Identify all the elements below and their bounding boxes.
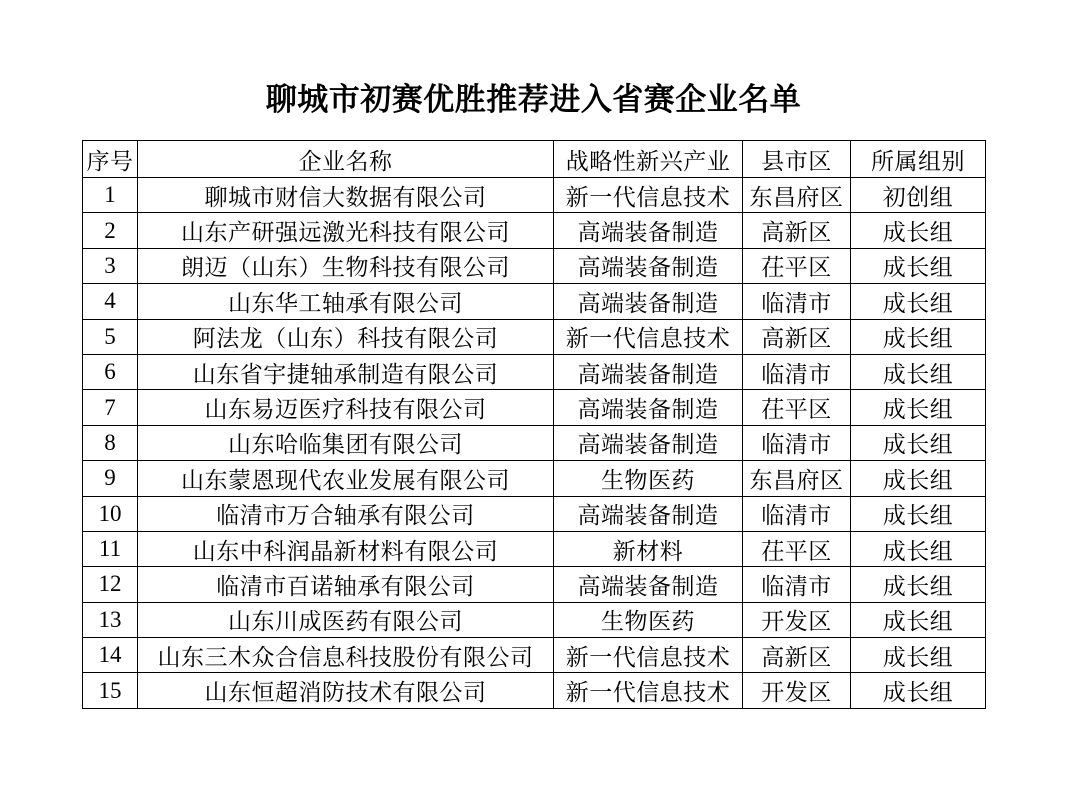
cell-group: 成长组 [851, 425, 986, 460]
cell-no: 10 [83, 496, 138, 531]
table-row [83, 638, 986, 673]
cell-company: 山东川成医药有限公司 [138, 602, 554, 637]
column-header-district: 县市区 [743, 141, 851, 178]
cell-company: 山东恒超消防技术有限公司 [138, 673, 554, 708]
cell-district: 临清市 [743, 496, 851, 531]
cell-district: 开发区 [743, 602, 851, 637]
cell-no: 2 [83, 213, 138, 248]
cell-no: 1 [83, 178, 138, 213]
cell-group: 成长组 [851, 531, 986, 566]
cell-industry: 高端装备制造 [554, 567, 743, 602]
table-row [83, 213, 986, 248]
cell-group: 成长组 [851, 213, 986, 248]
table-row [83, 602, 986, 637]
table-body [83, 178, 986, 709]
cell-district: 茌平区 [743, 531, 851, 566]
page-title: 聊城市初赛优胜推荐进入省赛企业名单 [265, 82, 802, 117]
cell-district: 高新区 [743, 638, 851, 673]
cell-company: 朗迈（山东）生物科技有限公司 [138, 248, 554, 283]
cell-district: 高新区 [743, 319, 851, 354]
table-row [83, 531, 986, 566]
cell-industry: 高端装备制造 [554, 248, 743, 283]
table-row [83, 425, 986, 460]
cell-industry: 生物医药 [554, 461, 743, 496]
cell-group: 成长组 [851, 248, 986, 283]
cell-group: 成长组 [851, 461, 986, 496]
cell-company: 山东省宇捷轴承制造有限公司 [138, 354, 554, 389]
cell-industry: 高端装备制造 [554, 213, 743, 248]
cell-company: 山东哈临集团有限公司 [138, 425, 554, 460]
cell-group: 成长组 [851, 284, 986, 319]
cell-no: 9 [83, 461, 138, 496]
cell-company: 聊城市财信大数据有限公司 [138, 178, 554, 213]
cell-district: 茌平区 [743, 390, 851, 425]
table-row [83, 461, 986, 496]
table-row [83, 178, 986, 213]
table-row [83, 284, 986, 319]
cell-no: 11 [83, 531, 138, 566]
cell-no: 13 [83, 602, 138, 637]
cell-industry: 生物医药 [554, 602, 743, 637]
cell-company: 山东三木众合信息科技股份有限公司 [138, 638, 554, 673]
cell-group: 成长组 [851, 354, 986, 389]
company-table [82, 140, 986, 709]
cell-district: 临清市 [743, 354, 851, 389]
cell-industry: 高端装备制造 [554, 284, 743, 319]
cell-no: 15 [83, 673, 138, 708]
table-row [83, 673, 986, 708]
cell-no: 14 [83, 638, 138, 673]
cell-no: 8 [83, 425, 138, 460]
cell-district: 东昌府区 [743, 461, 851, 496]
cell-no: 4 [83, 284, 138, 319]
cell-company: 临清市万合轴承有限公司 [138, 496, 554, 531]
cell-industry: 新一代信息技术 [554, 319, 743, 354]
cell-no: 5 [83, 319, 138, 354]
column-header-industry: 战略性新兴产业 [554, 141, 743, 178]
cell-no: 6 [83, 354, 138, 389]
cell-no: 12 [83, 567, 138, 602]
cell-district: 开发区 [743, 673, 851, 708]
cell-industry: 新一代信息技术 [554, 638, 743, 673]
cell-group: 初创组 [851, 178, 986, 213]
table-row [83, 354, 986, 389]
cell-industry: 新一代信息技术 [554, 178, 743, 213]
cell-company: 山东中科润晶新材料有限公司 [138, 531, 554, 566]
column-header-group: 所属组别 [851, 141, 986, 178]
cell-district: 茌平区 [743, 248, 851, 283]
cell-industry: 高端装备制造 [554, 496, 743, 531]
table-header [83, 141, 986, 178]
cell-industry: 高端装备制造 [554, 425, 743, 460]
cell-group: 成长组 [851, 673, 986, 708]
cell-company: 阿法龙（山东）科技有限公司 [138, 319, 554, 354]
cell-group: 成长组 [851, 319, 986, 354]
cell-no: 7 [83, 390, 138, 425]
cell-group: 成长组 [851, 638, 986, 673]
table-row [83, 496, 986, 531]
table-header-row [83, 141, 986, 178]
column-header-company: 企业名称 [138, 141, 554, 178]
cell-group: 成长组 [851, 567, 986, 602]
cell-company: 山东易迈医疗科技有限公司 [138, 390, 554, 425]
column-header-no: 序号 [83, 141, 138, 178]
cell-district: 高新区 [743, 213, 851, 248]
cell-district: 临清市 [743, 284, 851, 319]
cell-no: 3 [83, 248, 138, 283]
cell-district: 临清市 [743, 425, 851, 460]
cell-industry: 新材料 [554, 531, 743, 566]
cell-district: 临清市 [743, 567, 851, 602]
cell-company: 山东蒙恩现代农业发展有限公司 [138, 461, 554, 496]
cell-industry: 新一代信息技术 [554, 673, 743, 708]
table-row [83, 390, 986, 425]
cell-industry: 高端装备制造 [554, 354, 743, 389]
cell-group: 成长组 [851, 602, 986, 637]
cell-company: 临清市百诺轴承有限公司 [138, 567, 554, 602]
cell-company: 山东华工轴承有限公司 [138, 284, 554, 319]
table-row [83, 248, 986, 283]
cell-group: 成长组 [851, 390, 986, 425]
cell-industry: 高端装备制造 [554, 390, 743, 425]
cell-group: 成长组 [851, 496, 986, 531]
table-row [83, 319, 986, 354]
cell-company: 山东产研强远激光科技有限公司 [138, 213, 554, 248]
table-row [83, 567, 986, 602]
cell-district: 东昌府区 [743, 178, 851, 213]
